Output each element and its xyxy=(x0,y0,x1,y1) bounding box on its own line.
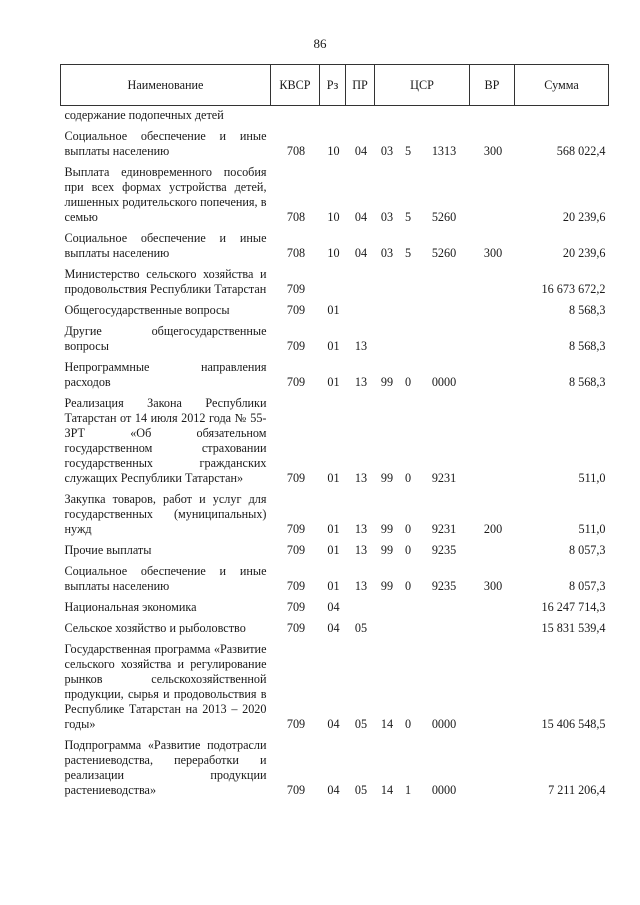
cell-csr-subprogram xyxy=(398,318,417,354)
cell-kvsr: 709 xyxy=(286,600,306,614)
cell-kvsr: 708 xyxy=(286,246,306,260)
cell-pr: 04 xyxy=(354,144,368,158)
header-csr: ЦСР xyxy=(375,65,470,106)
table-header xyxy=(61,65,609,106)
cell-pr: 05 xyxy=(354,621,368,635)
cell-name: Министерство сельского хозяйства и продовольствия Республики Татарстан xyxy=(64,267,267,296)
cell-sum: 20 239,6 xyxy=(562,210,606,224)
cell-kvsr: 709 xyxy=(286,375,306,389)
table-row xyxy=(61,123,609,159)
budget-table xyxy=(60,64,609,798)
header-kvsr: КВСР xyxy=(271,65,320,106)
cell-csr-subprogram xyxy=(398,106,417,124)
cell-pr: 13 xyxy=(354,339,368,353)
cell-csr-subprogram: 5 xyxy=(404,210,412,224)
cell-vr xyxy=(470,636,515,732)
cell-pr: 13 xyxy=(354,522,368,536)
table-body xyxy=(61,106,609,799)
cell-csr-program: 14 xyxy=(380,783,394,797)
cell-vr xyxy=(470,615,515,636)
table-row xyxy=(61,225,609,261)
cell-name: Общегосударственные вопросы xyxy=(64,303,230,317)
cell-pr: 13 xyxy=(354,471,368,485)
cell-csr-direction xyxy=(417,106,470,124)
table-row xyxy=(61,354,609,390)
cell-name: Прочие выплаты xyxy=(64,543,152,557)
cell-sum: 511,0 xyxy=(578,471,606,485)
cell-vr xyxy=(470,297,515,318)
cell-name: Реализация Закона Республики Татарстан от 14 июля 2012 года № 55-ЗРТ «Об обязательном государственном страховании государственных гражданских служащих Республики Татарстан» xyxy=(64,396,267,485)
cell-sum: 8 057,3 xyxy=(568,579,606,593)
cell-csr-program: 99 xyxy=(380,579,394,593)
cell-pr: 04 xyxy=(354,246,368,260)
header-pr: ПР xyxy=(346,65,375,106)
table-row xyxy=(61,558,609,594)
table-row xyxy=(61,732,609,798)
cell-vr xyxy=(470,106,515,124)
cell-sum: 568 022,4 xyxy=(556,144,606,158)
cell-sum: 7 211 206,4 xyxy=(548,783,606,797)
cell-kvsr: 709 xyxy=(286,717,306,731)
cell-rz: 04 xyxy=(327,717,340,731)
cell-csr-subprogram: 0 xyxy=(404,375,412,389)
cell-csr-direction: 0000 xyxy=(431,375,457,389)
table-row xyxy=(61,106,609,124)
header-vr: ВР xyxy=(470,65,515,106)
cell-sum: 8 568,3 xyxy=(568,339,606,353)
cell-vr: 300 xyxy=(483,144,503,158)
cell-rz: 01 xyxy=(327,339,340,353)
cell-rz: 10 xyxy=(327,144,340,158)
cell-csr-direction: 5260 xyxy=(431,246,457,260)
cell-csr-direction xyxy=(417,261,470,297)
cell-csr-program xyxy=(375,594,398,615)
cell-csr-program: 99 xyxy=(380,522,394,536)
cell-kvsr: 709 xyxy=(286,621,306,635)
cell-vr xyxy=(470,732,515,798)
cell-csr-direction: 9235 xyxy=(431,579,457,593)
cell-sum: 511,0 xyxy=(578,522,606,536)
table-row xyxy=(61,615,609,636)
cell-csr-direction: 9231 xyxy=(431,522,457,536)
cell-name: Другие общегосударственные вопросы xyxy=(64,324,267,353)
cell-rz xyxy=(320,261,346,297)
cell-vr xyxy=(470,354,515,390)
cell-csr-direction: 0000 xyxy=(431,717,457,731)
cell-pr: 13 xyxy=(354,543,368,557)
cell-csr-program xyxy=(375,261,398,297)
cell-sum: 15 406 548,5 xyxy=(541,717,606,731)
cell-vr xyxy=(470,159,515,225)
cell-csr-subprogram: 0 xyxy=(404,579,412,593)
cell-name: Национальная экономика xyxy=(64,600,197,614)
table-row xyxy=(61,636,609,732)
table-row xyxy=(61,390,609,486)
cell-sum xyxy=(515,106,609,124)
cell-rz: 10 xyxy=(327,210,340,224)
header-rz: Рз xyxy=(320,65,346,106)
cell-csr-direction xyxy=(417,594,470,615)
cell-csr-direction: 0000 xyxy=(431,783,457,797)
cell-csr-subprogram: 0 xyxy=(404,522,412,536)
cell-csr-subprogram: 5 xyxy=(404,246,412,260)
cell-sum: 8 568,3 xyxy=(568,375,606,389)
cell-sum: 8 057,3 xyxy=(568,543,606,557)
cell-csr-program: 03 xyxy=(380,210,394,224)
cell-name: Социальное обеспечение и иные выплаты населению xyxy=(64,231,267,260)
cell-csr-program: 99 xyxy=(380,543,394,557)
cell-rz: 04 xyxy=(327,621,340,635)
cell-vr: 200 xyxy=(483,522,503,536)
table-row xyxy=(61,318,609,354)
cell-csr-subprogram: 0 xyxy=(404,543,412,557)
cell-kvsr: 709 xyxy=(286,579,306,593)
cell-kvsr: 709 xyxy=(286,471,306,485)
cell-pr: 05 xyxy=(354,783,368,797)
cell-csr-direction xyxy=(417,318,470,354)
cell-csr-subprogram: 0 xyxy=(404,471,412,485)
cell-pr xyxy=(346,106,375,124)
cell-vr xyxy=(470,261,515,297)
cell-kvsr: 709 xyxy=(286,543,306,557)
cell-sum: 16 247 714,3 xyxy=(541,600,606,614)
cell-csr-program xyxy=(375,615,398,636)
table-row xyxy=(61,537,609,558)
cell-name: Подпрограмма «Развитие подотрасли растениеводства, переработки и реализации продукции растениеводства» xyxy=(64,738,267,797)
cell-sum: 20 239,6 xyxy=(562,246,606,260)
cell-sum: 8 568,3 xyxy=(568,303,606,317)
cell-csr-subprogram xyxy=(398,594,417,615)
table-row xyxy=(61,486,609,537)
cell-csr-program: 14 xyxy=(380,717,394,731)
cell-csr-direction: 9231 xyxy=(431,471,457,485)
cell-vr xyxy=(470,594,515,615)
cell-pr xyxy=(346,297,375,318)
cell-csr-subprogram: 5 xyxy=(404,144,412,158)
cell-name: содержание подопечных детей xyxy=(64,108,224,122)
cell-csr-program: 03 xyxy=(380,144,394,158)
cell-csr-direction xyxy=(417,615,470,636)
cell-csr-direction: 5260 xyxy=(431,210,457,224)
cell-kvsr: 708 xyxy=(286,144,306,158)
cell-csr-subprogram xyxy=(398,261,417,297)
cell-csr-program: 99 xyxy=(380,471,394,485)
cell-csr-subprogram xyxy=(398,615,417,636)
table-row xyxy=(61,159,609,225)
cell-csr-program: 99 xyxy=(380,375,394,389)
cell-name: Выплата единовременного пособия при всех формах устройства детей, лишенных родительского попечения, в семью xyxy=(64,165,267,224)
cell-pr: 13 xyxy=(354,375,368,389)
cell-kvsr xyxy=(271,106,320,124)
cell-csr-subprogram: 0 xyxy=(404,717,412,731)
cell-csr-direction: 9235 xyxy=(431,543,457,557)
cell-kvsr: 709 xyxy=(286,522,306,536)
cell-rz: 04 xyxy=(327,783,340,797)
cell-rz: 10 xyxy=(327,246,340,260)
cell-sum: 16 673 672,2 xyxy=(541,282,606,296)
cell-rz: 01 xyxy=(327,543,340,557)
cell-csr-subprogram: 1 xyxy=(404,783,412,797)
table-row xyxy=(61,261,609,297)
cell-vr xyxy=(470,318,515,354)
cell-kvsr: 709 xyxy=(286,339,306,353)
cell-name: Социальное обеспечение и иные выплаты населению xyxy=(64,129,267,158)
cell-kvsr: 709 xyxy=(286,282,306,296)
cell-vr: 300 xyxy=(483,246,503,260)
cell-rz: 01 xyxy=(327,303,340,317)
cell-name: Закупка товаров, работ и услуг для государственных (муниципальных) нужд xyxy=(64,492,267,536)
cell-csr-program: 03 xyxy=(380,246,394,260)
cell-kvsr: 708 xyxy=(286,210,306,224)
cell-pr xyxy=(346,261,375,297)
cell-pr: 04 xyxy=(354,210,368,224)
cell-kvsr: 709 xyxy=(286,303,306,317)
cell-csr-direction xyxy=(417,297,470,318)
cell-name: Государственная программа «Развитие сельского хозяйства и регулирование рынков сельскохозяйственной продукции, сырья и продовольствия в Республике Татарстан на 2013 – 2020 годы» xyxy=(64,642,267,731)
cell-name: Непрограммные направления расходов xyxy=(64,360,267,389)
cell-name: Социальное обеспечение и иные выплаты населению xyxy=(64,564,267,593)
header-sum: Сумма xyxy=(515,65,609,106)
table-row xyxy=(61,594,609,615)
header-name: Наименование xyxy=(61,65,271,106)
cell-csr-direction: 1313 xyxy=(431,144,457,158)
cell-pr xyxy=(346,594,375,615)
cell-vr xyxy=(470,390,515,486)
cell-vr xyxy=(470,537,515,558)
cell-csr-program xyxy=(375,297,398,318)
cell-rz: 01 xyxy=(327,375,340,389)
cell-vr: 300 xyxy=(483,579,503,593)
cell-rz: 04 xyxy=(327,600,340,614)
cell-csr-program xyxy=(375,318,398,354)
cell-pr: 05 xyxy=(354,717,368,731)
cell-sum: 15 831 539,4 xyxy=(541,621,606,635)
cell-pr: 13 xyxy=(354,579,368,593)
cell-rz: 01 xyxy=(327,522,340,536)
cell-name: Сельское хозяйство и рыболовство xyxy=(64,621,246,635)
table-row xyxy=(61,297,609,318)
cell-csr-program xyxy=(375,106,398,124)
cell-rz xyxy=(320,106,346,124)
cell-csr-subprogram xyxy=(398,297,417,318)
cell-kvsr: 709 xyxy=(286,783,306,797)
cell-rz: 01 xyxy=(327,471,340,485)
page-number: 86 xyxy=(313,36,327,51)
cell-rz: 01 xyxy=(327,579,340,593)
